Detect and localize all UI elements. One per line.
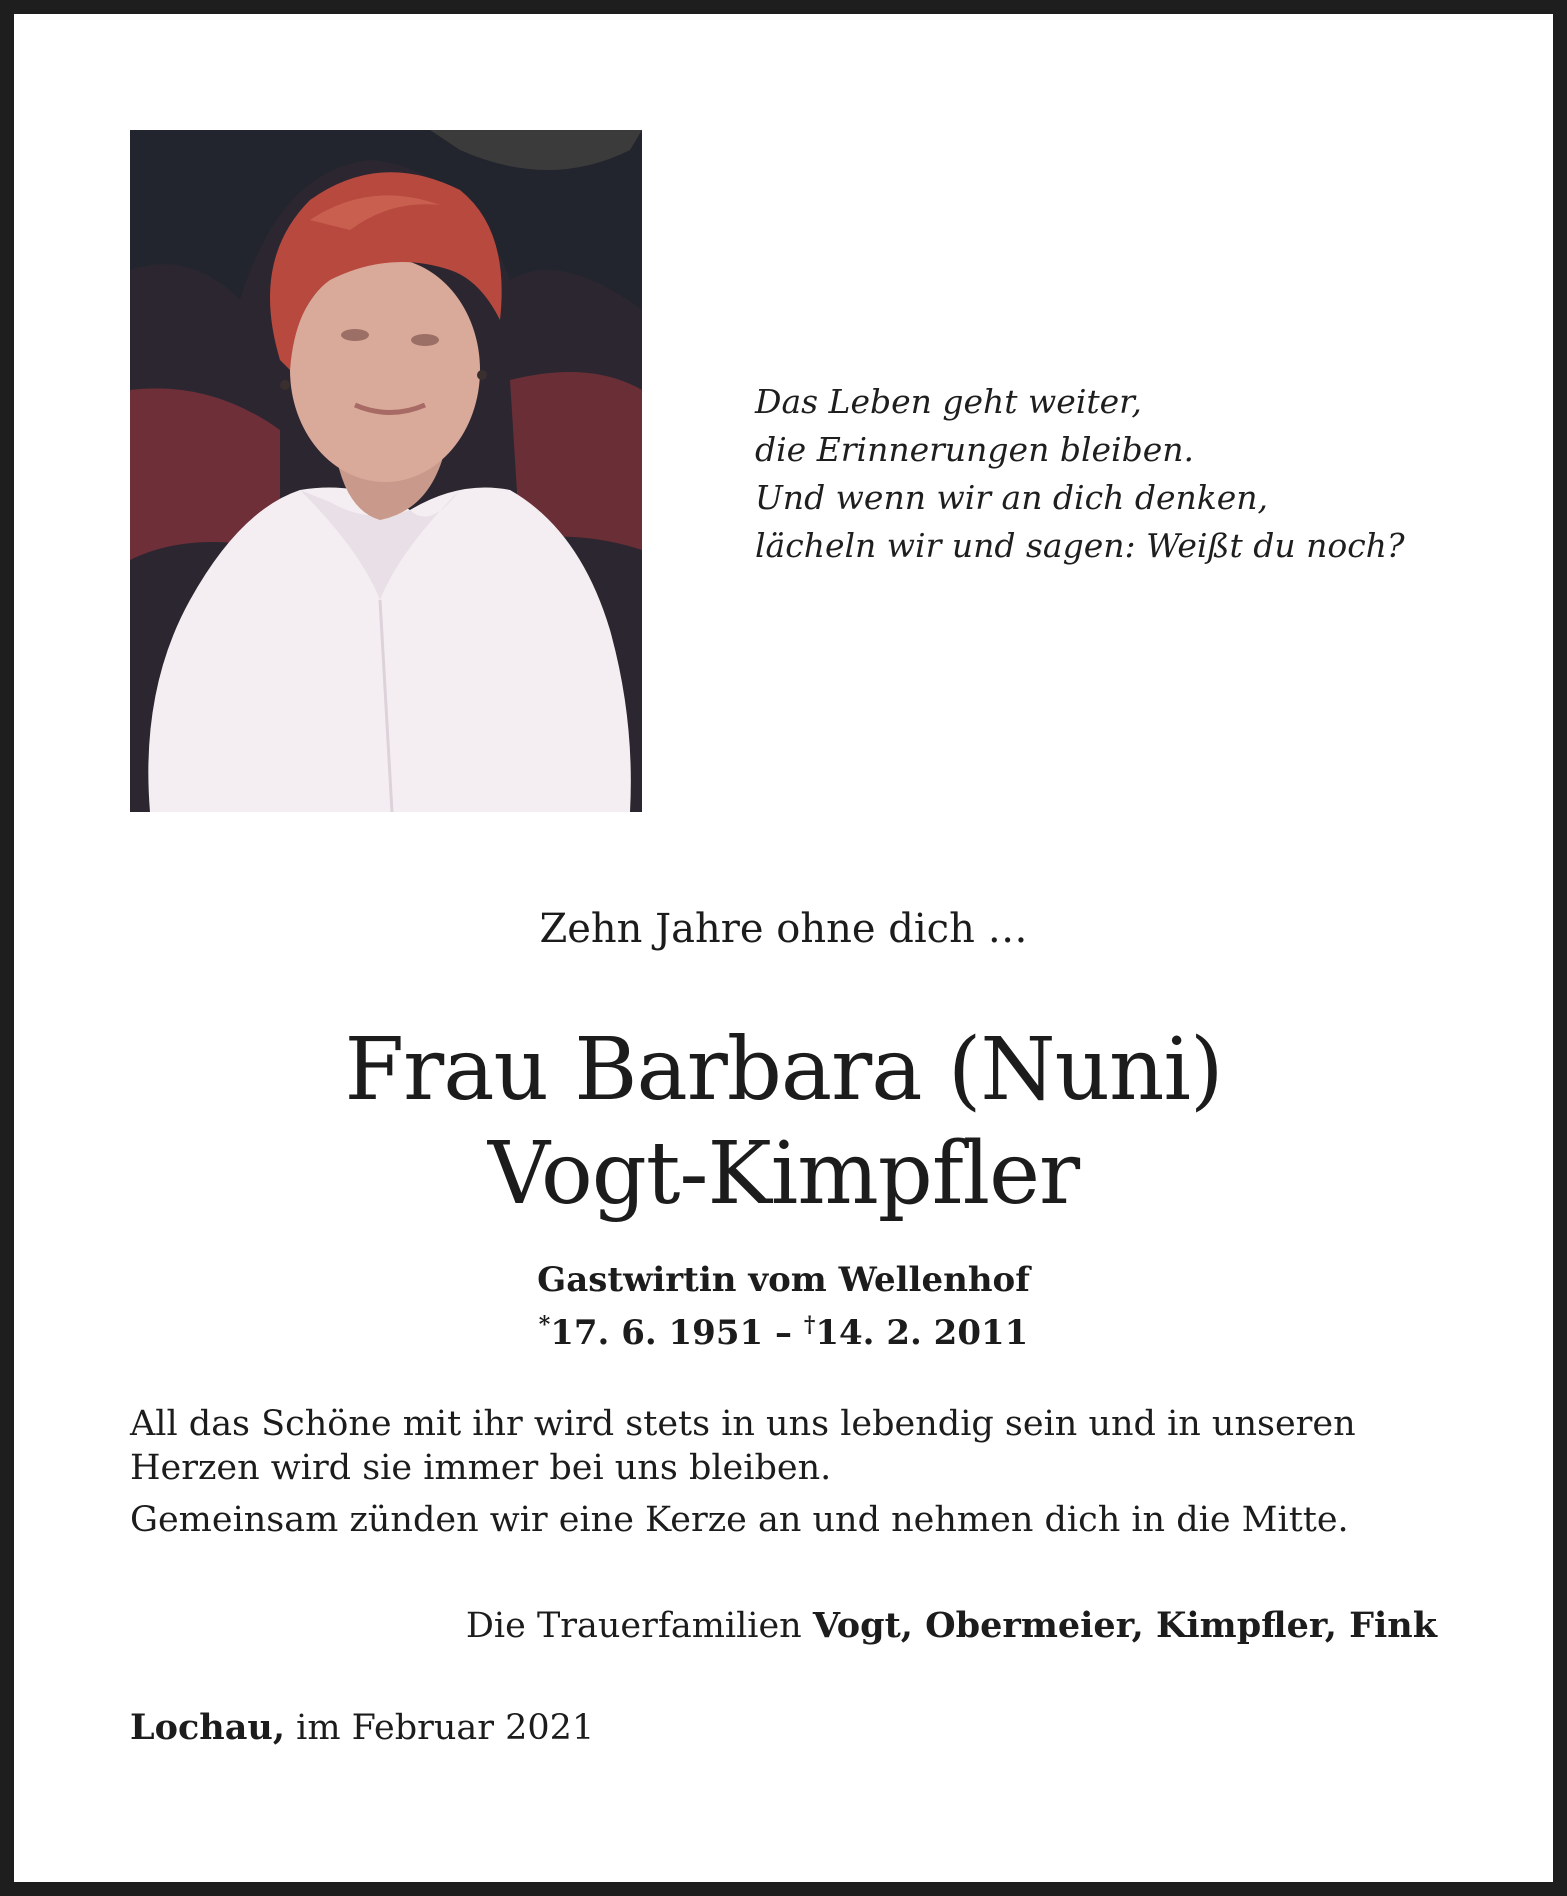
life-dates <box>0 1303 1567 1355</box>
place-town: Lochau, <box>130 1707 286 1748</box>
deceased-name-line2: Vogt-Kimpfler <box>487 1124 1080 1224</box>
poem-line: lächeln wir und sagen: Weißt du noch? <box>755 526 1405 565</box>
memorial-text <box>130 1402 1440 1542</box>
memorial-paragraph: Gemeinsam zünden wir eine Kerze an und nehmen dich in die Mitte. <box>130 1500 1349 1540</box>
place-date: im Februar 2021 <box>285 1708 595 1748</box>
deceased-name-line1: Frau Barbara (Nuni) <box>344 1020 1223 1120</box>
death-symbol: † <box>803 1312 816 1338</box>
death-date: 14. 2. 2011 <box>815 1313 1029 1353</box>
poem-line: Und wenn wir an dich denken, <box>755 478 1269 517</box>
portrait-photo <box>130 130 642 812</box>
poem-line: Das Leben geht weiter, <box>755 382 1142 421</box>
family-names: Vogt, Obermeier, Kimpfler, Fink <box>812 1605 1437 1646</box>
place-and-date <box>130 1706 594 1750</box>
memorial-paragraph: All das Schöne mit ihr wird stets in uns lebendig sein und in unseren Herzen wird sie immer bei uns bleiben. <box>130 1404 1356 1488</box>
poem-line: die Erinnerungen bleiben. <box>755 430 1194 469</box>
birth-date: 17. 6. 1951 <box>550 1313 764 1353</box>
memorial-poem <box>755 378 1415 570</box>
mourning-families <box>466 1604 1437 1648</box>
dates-separator: – <box>763 1313 804 1353</box>
occupation: Gastwirtin vom Wellenhof <box>537 1260 1030 1300</box>
signature-prefix: Die Trauerfamilien <box>465 1606 813 1646</box>
intro-text: Zehn Jahre ohne dich … <box>539 906 1028 952</box>
birth-symbol: * <box>538 1312 551 1338</box>
